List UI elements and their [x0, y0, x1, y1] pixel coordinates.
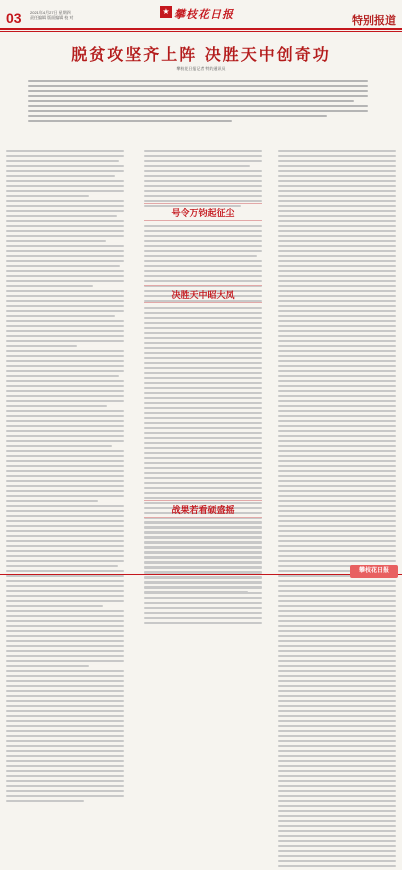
article-headline: 脱贫攻坚齐上阵 决胜天中创奇功	[71, 45, 331, 64]
text-column-3	[278, 150, 396, 870]
section-header-2: 决胜天中昭大凤	[171, 291, 235, 301]
header-rule-thin	[0, 31, 402, 32]
section-label: 特别报道	[352, 15, 396, 27]
text-column-1	[6, 150, 124, 805]
text-column-2	[144, 150, 262, 210]
page-number: 03	[6, 10, 22, 26]
footer-rule	[0, 574, 402, 575]
text-column-2d	[144, 521, 262, 596]
section-header-3: 战果若看硕盛摇	[171, 506, 235, 516]
masthead-name: 攀枝花日报	[174, 8, 234, 21]
lead-paragraph	[28, 78, 368, 125]
section-header-1: 号令万钧起征尘	[171, 209, 235, 219]
masthead-star-icon: ★	[160, 6, 172, 18]
masthead	[160, 6, 250, 20]
footer-stamp: 攀枝花日报	[350, 565, 398, 578]
header-rule	[0, 28, 402, 30]
article-byline: 攀枝花日报记者 特约通讯员	[176, 66, 226, 71]
issue-meta: 2021年4月27日 星期四 责任编辑 版面编辑 校 对	[30, 10, 74, 20]
